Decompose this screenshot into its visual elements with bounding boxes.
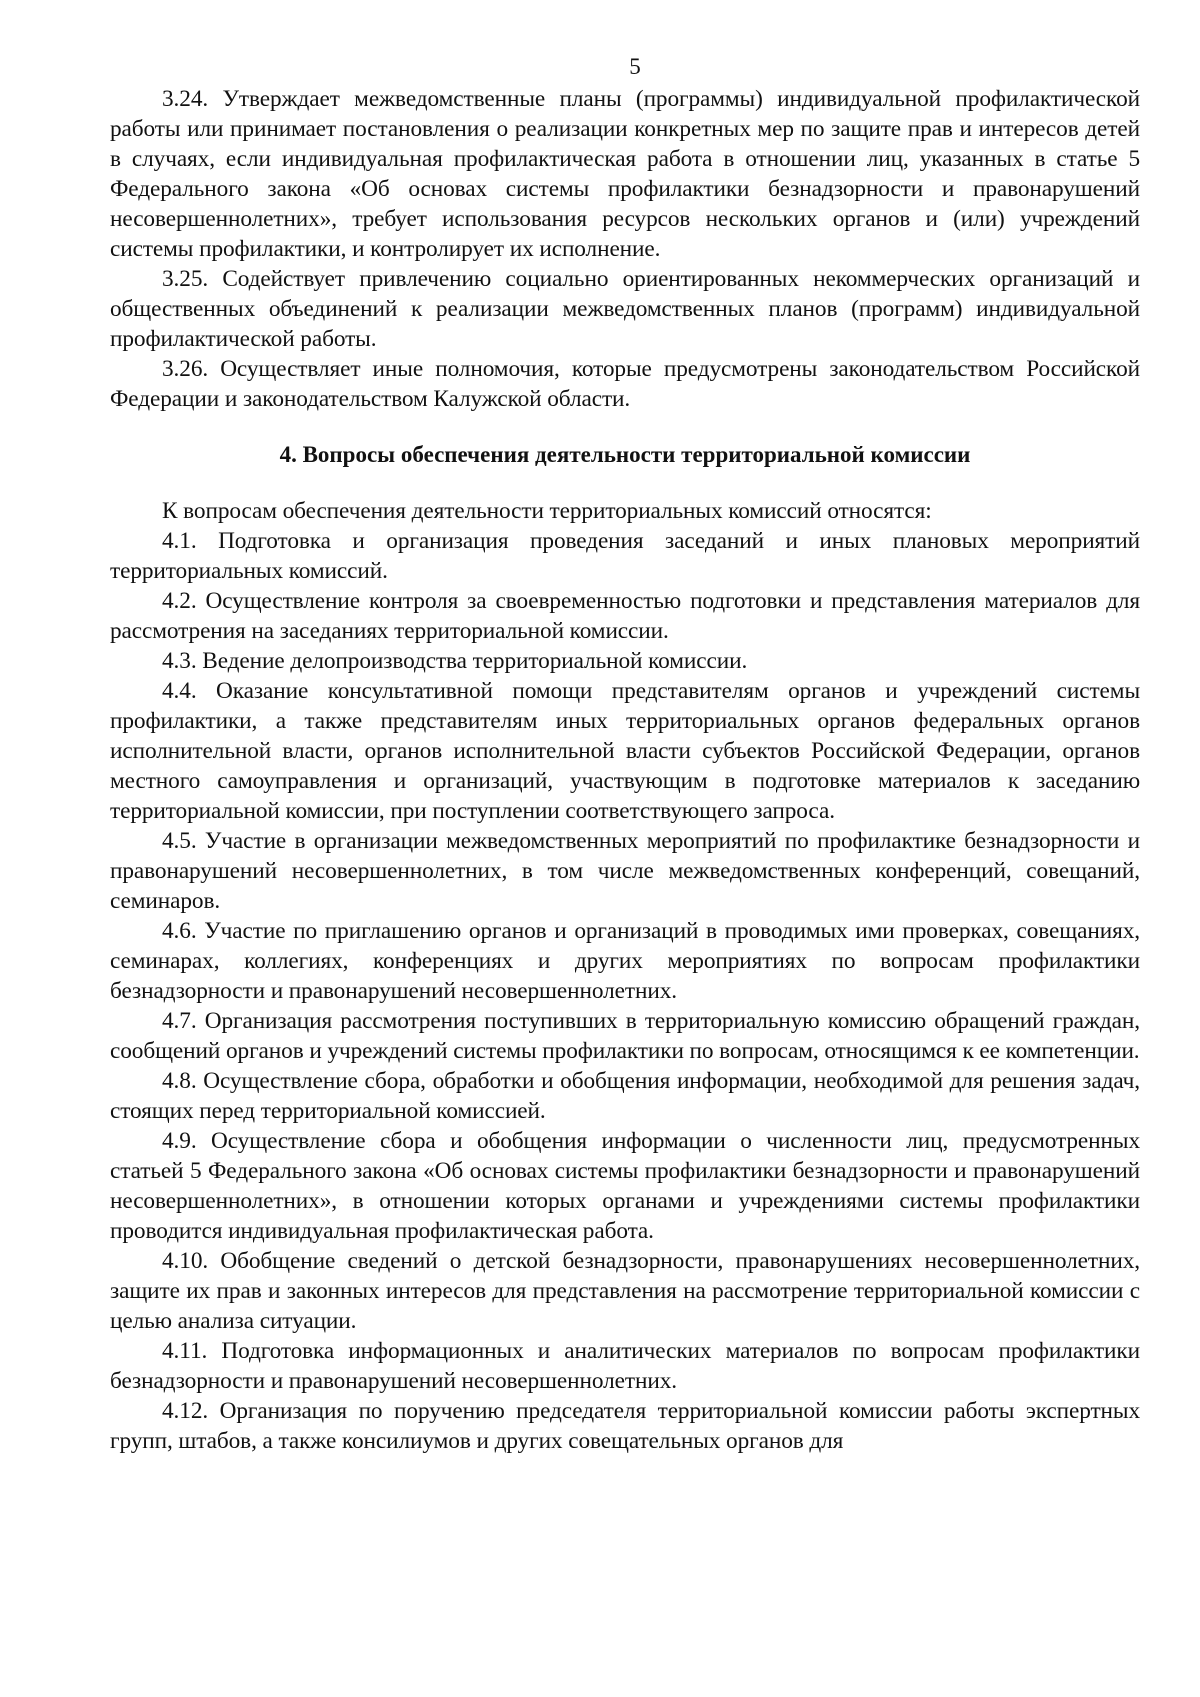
paragraph-4-7: 4.7. Организация рассмотрения поступивших в территориальную комиссию обращений граждан, сообщений органов и учреждений системы профилактики по вопросам, относящимся к ее компетенции. bbox=[110, 1008, 1140, 1064]
page-number: 5 bbox=[629, 54, 641, 79]
paragraph-4-2: 4.2. Осуществление контроля за своевременностью подготовки и представления материалов для рассмотрения на заседаниях территориальной комиссии. bbox=[110, 588, 1140, 644]
paragraph-4-5: 4.5. Участие в организации межведомственных мероприятий по профилактике безнадзорности и правонарушений несовершеннолетних, в том числе межведомственных конференций, совещаний, семинаров. bbox=[110, 828, 1140, 914]
section-4-heading: 4. Вопросы обеспечения деятельности территориальной комиссии bbox=[279, 442, 971, 467]
paragraph-4-6: 4.6. Участие по приглашению органов и организаций в проводимых ими проверках, совещаниях, семинарах, коллегиях, конференциях и других мероприятиях по вопросам профилактики безнадзорности и правонарушений несовершеннолетних. bbox=[110, 918, 1140, 1004]
section-4-body bbox=[110, 496, 1140, 1456]
paragraph-4-4: 4.4. Оказание консультативной помощи представителям органов и учреждений системы профилактики, а также представителям иных территориальных органов федеральных органов исполнительной власти, органов исполнительной власти субъектов Российской Федерации, органов местного самоуправления и организаций, участвующим в подготовке материалов к заседанию территориальной комиссии, при поступлении соответствующего запроса. bbox=[110, 678, 1140, 824]
section-3-continuation bbox=[110, 84, 1140, 414]
paragraph-4-3: 4.3. Ведение делопроизводства территориальной комиссии. bbox=[162, 648, 748, 674]
paragraph-4-1: 4.1. Подготовка и организация проведения заседаний и иных плановых мероприятий территориальных комиссий. bbox=[110, 528, 1140, 584]
paragraph-section-4-intro: К вопросам обеспечения деятельности территориальных комиссий относятся: bbox=[162, 498, 932, 524]
paragraph-3-24: 3.24. Утверждает межведомственные планы (программы) индивидуальной профилактической работы или принимает постановления о реализации конкретных мер по защите прав и интересов детей в случаях, если индивидуальная профилактическая работа в отношении лиц, указанных в статье 5 Федерального закона «Об основах системы профилактики безнадзорности и правонарушений несовершеннолетних», требует использования ресурсов нескольких органов и (или) учреждений системы профилактики, и контролирует их исполнение. bbox=[110, 86, 1140, 262]
paragraph-4-8: 4.8. Осуществление сбора, обработки и обобщения информации, необходимой для решения задач, стоящих перед территориальной комиссией. bbox=[110, 1068, 1140, 1124]
document-page bbox=[110, 52, 1140, 1456]
paragraph-3-26: 3.26. Осуществляет иные полномочия, которые предусмотрены законодательством Российской Федерации и законодательством Калужской области. bbox=[110, 356, 1140, 412]
paragraph-3-25: 3.25. Содействует привлечению социально ориентированных некоммерческих организаций и общественных объединений к реализации межведомственных планов (программ) индивидуальной профилактической работы. bbox=[110, 266, 1140, 352]
paragraph-4-9: 4.9. Осуществление сбора и обобщения информации о численности лиц, предусмотренных статьей 5 Федерального закона «Об основах системы профилактики безнадзорности и правонарушений несовершеннолетних», в отношении которых органами и учреждениями системы профилактики проводится индивидуальная профилактическая работа. bbox=[110, 1128, 1140, 1244]
paragraph-4-11: 4.11. Подготовка информационных и аналитических материалов по вопросам профилактики безнадзорности и правонарушений несовершеннолетних. bbox=[110, 1338, 1140, 1394]
paragraph-4-10: 4.10. Обобщение сведений о детской безнадзорности, правонарушениях несовершеннолетних, защите их прав и законных интересов для представления на рассмотрение территориальной комиссии с целью анализа ситуации. bbox=[110, 1248, 1140, 1334]
paragraph-4-12: 4.12. Организация по поручению председателя территориальной комиссии работы экспертных групп, штабов, а также консилиумов и других совещательных органов для bbox=[110, 1398, 1140, 1454]
